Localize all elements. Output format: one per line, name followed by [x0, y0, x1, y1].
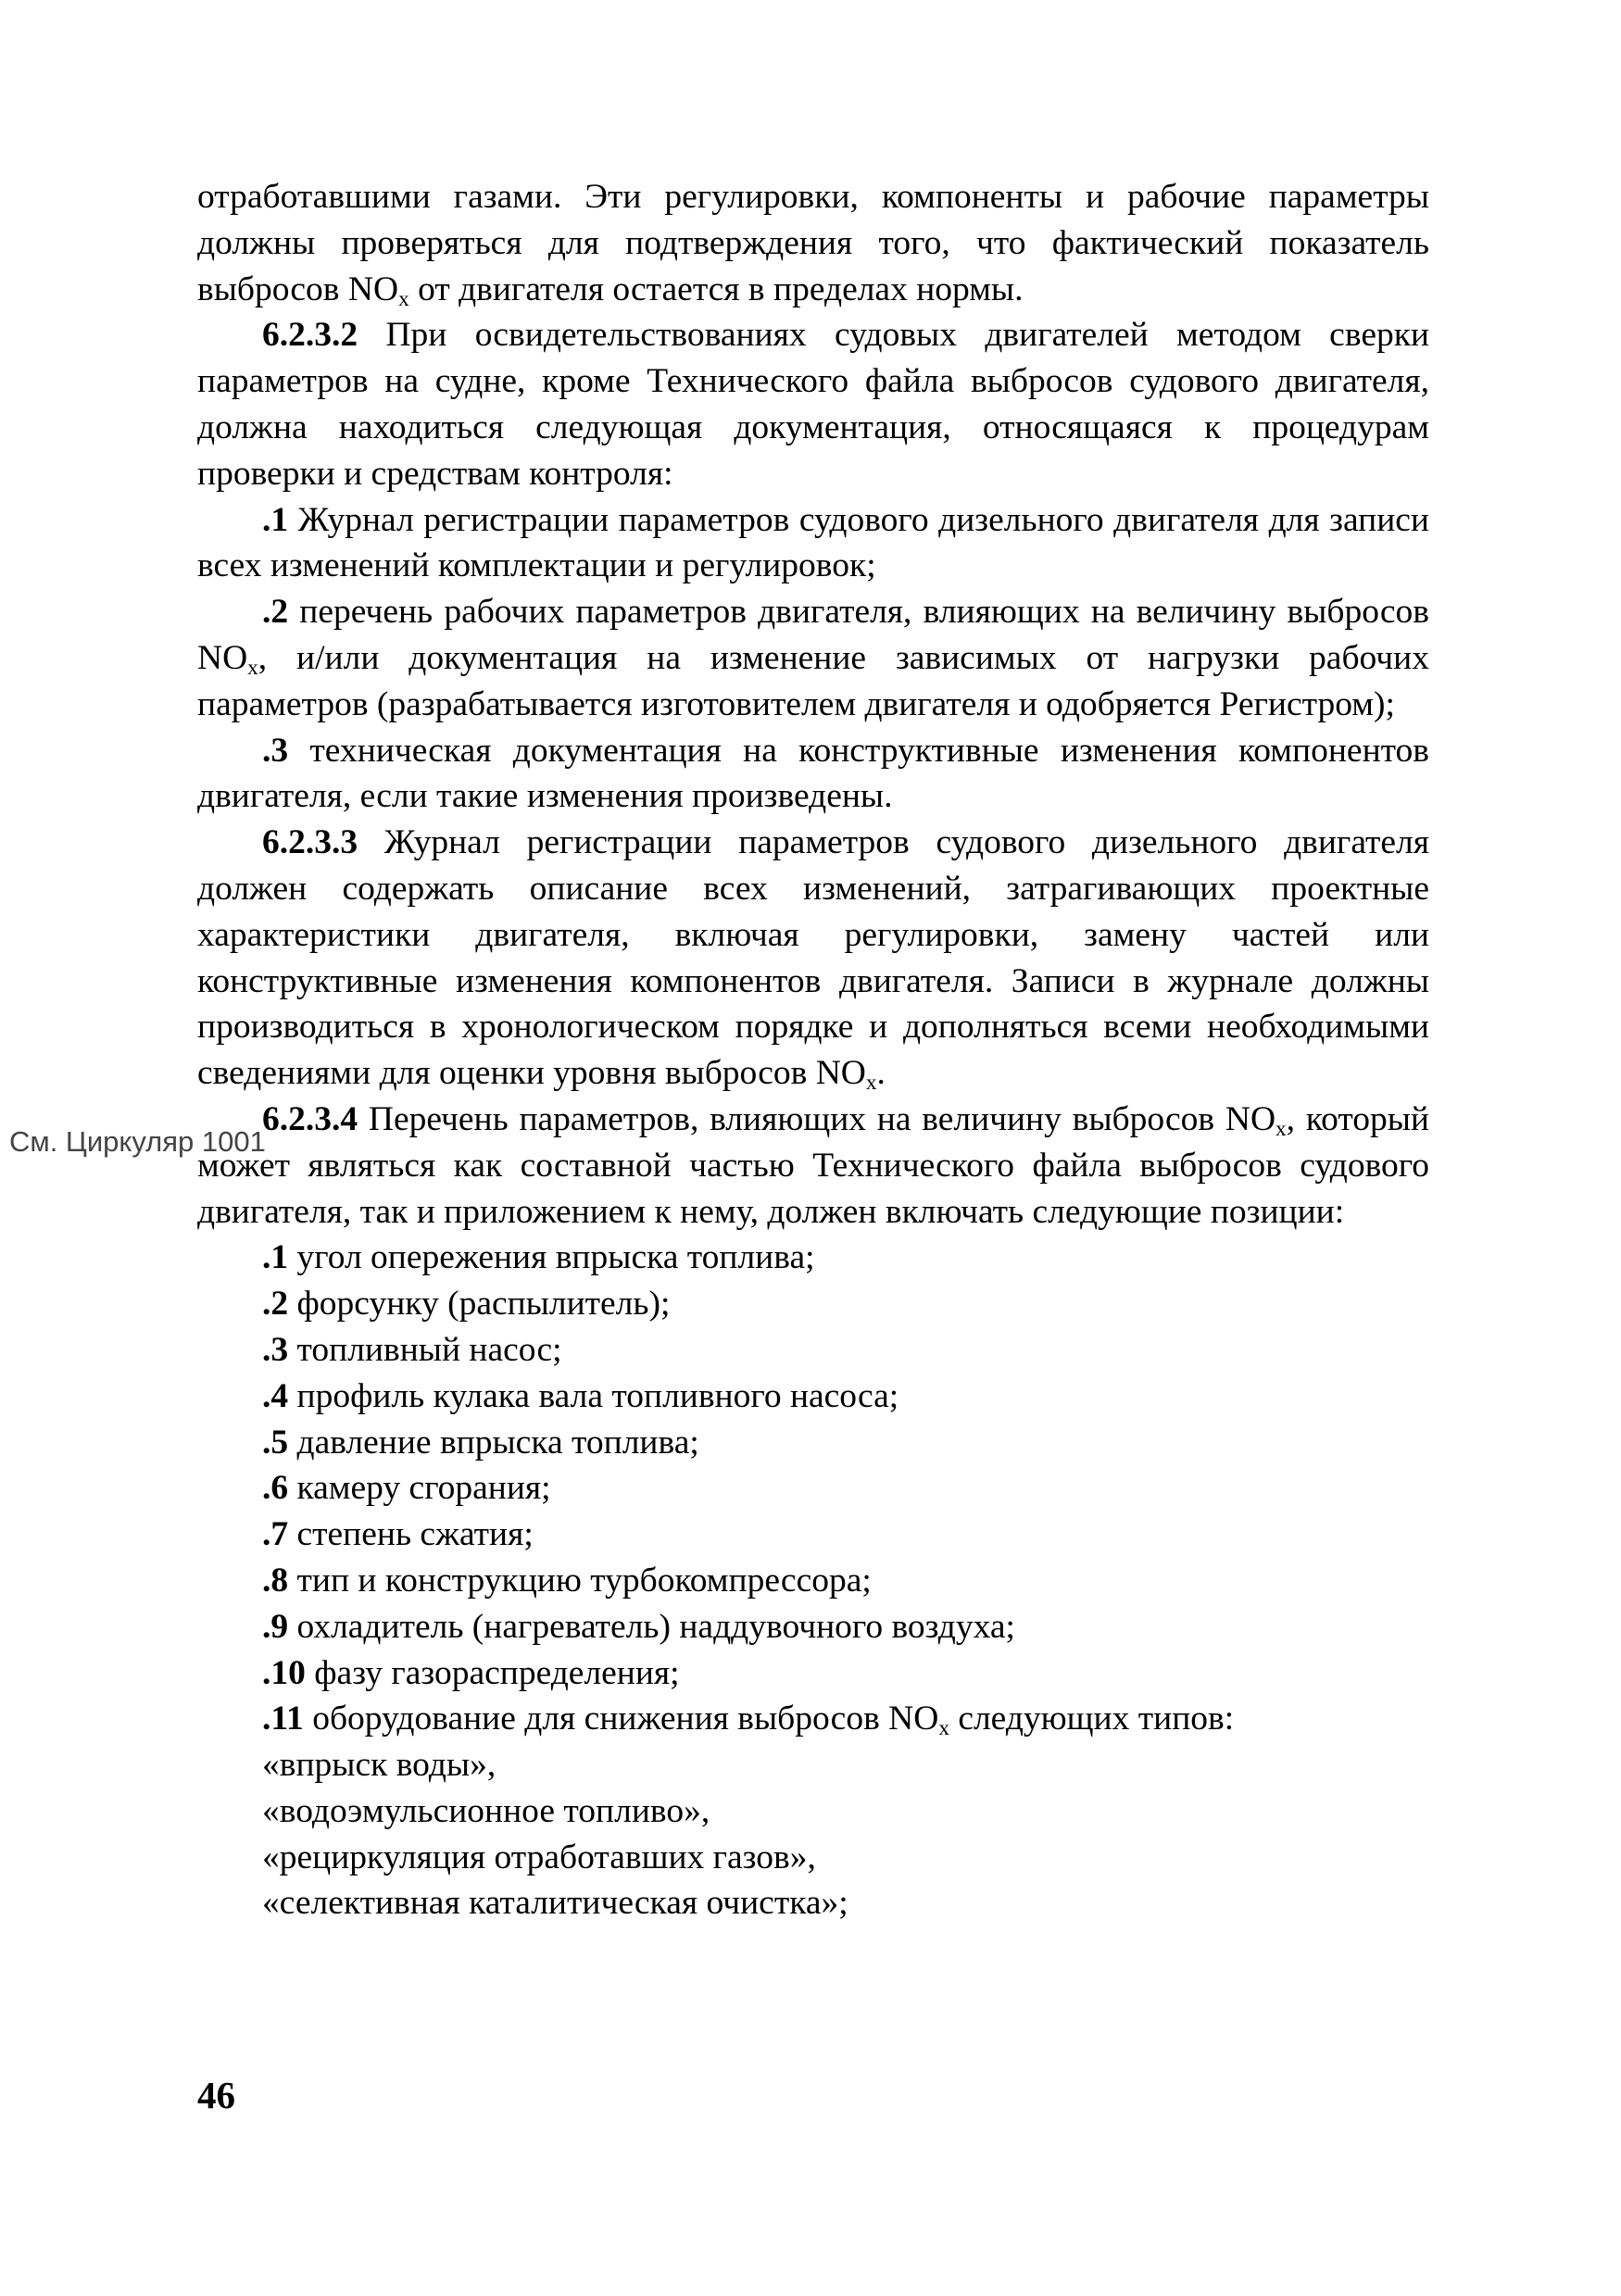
subscript: x	[865, 1070, 877, 1095]
list-item	[197, 1374, 1429, 1420]
subscript: x	[398, 286, 409, 311]
item-number: .8	[262, 1561, 289, 1600]
paragraph-text: отработавшими газами. Эти регулировки, компоненты и рабочие параметры должны проверяться для подтверждения того, что фактический показатель выбросов NO	[197, 178, 1429, 308]
item-text: тип и конструкцию турбокомпрессора;	[288, 1561, 872, 1600]
section-text: , который может являться как составной частью Технического файла выбросов судового двигателя, так и приложением к нему, должен включать следующие позиции:	[197, 1099, 1429, 1231]
item-text: степень сжатия;	[288, 1515, 534, 1554]
item-text: форсунку (распылитель);	[288, 1285, 671, 1324]
section-number: 6.2.3.4	[262, 1099, 358, 1138]
list-item	[197, 1465, 1429, 1512]
document-body	[197, 174, 1429, 1926]
item-number: .1	[262, 500, 289, 539]
list-item	[197, 1281, 1429, 1327]
page-number: 46	[197, 2074, 235, 2116]
list-item	[197, 1327, 1429, 1374]
section-number: 6.2.3.3	[262, 823, 358, 862]
equipment-type: «селективная каталитическая очистка»;	[262, 1884, 848, 1923]
list-item	[197, 497, 1429, 590]
item-text: , и/или документация на изменение зависимых от нагрузки рабочих параметров (разрабатывается изготовителем двигателя и одобряется Регистром);	[197, 638, 1429, 723]
section-text: При освидетельствованиях судовых двигателей методом сверки параметров на судне, кроме Технического файла выбросов судового двигателя, должна находиться следующая документация, относящаяся к процедурам проверки и средствам контроля:	[197, 316, 1429, 493]
item-number: .1	[262, 1238, 289, 1277]
item-number: .3	[262, 731, 289, 770]
section-text: Журнал регистрации параметров судового дизельного двигателя должен содержать описание всех изменений, затрагивающих проектные характеристики двигателя, включая регулировки, замену частей или конструктивные изменения компонентов двигателя. Записи в журнале должны производиться в хронологическом порядке и дополняться всеми необходимыми сведениями для оценки уровня выбросов NO	[197, 823, 1429, 1093]
list-item	[197, 1696, 1429, 1742]
section-text: Перечень параметров, влияющих на величину выбросов NO	[358, 1099, 1276, 1138]
item-text: оборудование для снижения выбросов NO	[303, 1700, 939, 1738]
subscript: x	[1275, 1116, 1287, 1141]
section-6-2-3-2	[197, 312, 1429, 496]
item-text: давление впрыска топлива;	[288, 1423, 699, 1462]
item-number: .5	[262, 1423, 289, 1462]
item-text: следующих типов:	[949, 1700, 1235, 1738]
item-text: охладитель (нагреватель) наддувочного воздуха;	[288, 1607, 1015, 1646]
equipment-type: «впрыск воды»,	[262, 1746, 496, 1785]
paragraph-text: от двигателя остается в пределах нормы.	[408, 270, 1024, 308]
item-number: .9	[262, 1607, 289, 1646]
item-number: .7	[262, 1515, 289, 1554]
section-6-2-3-3	[197, 820, 1429, 1097]
subscript: x	[938, 1716, 949, 1741]
item-text: фазу газораспределения;	[305, 1653, 680, 1692]
item-text: топливный насос;	[288, 1330, 562, 1369]
item-number: .6	[262, 1469, 289, 1508]
subscript: x	[247, 655, 258, 680]
list-item	[197, 1235, 1429, 1281]
item-number: .2	[262, 593, 289, 632]
item-number: .3	[262, 1330, 289, 1369]
list-item	[197, 1512, 1429, 1558]
equipment-type: «водоэмульсионное топливо»,	[262, 1791, 710, 1830]
margin-note: См. Циркуляр 1001	[9, 1125, 266, 1158]
section-number: 6.2.3.2	[262, 316, 358, 355]
item-number: .4	[262, 1376, 289, 1415]
list-item	[197, 728, 1429, 821]
item-number: .11	[262, 1700, 304, 1738]
list-item	[197, 1420, 1429, 1466]
continued-paragraph	[197, 174, 1429, 312]
item-text: Журнал регистрации параметров судового дизельного двигателя для записи всех изменений комплектации и регулировок;	[197, 500, 1429, 585]
section-text: .	[876, 1054, 886, 1093]
equipment-type: «рециркуляция отработавших газов»,	[262, 1838, 816, 1876]
item-text: угол опережения впрыска топлива;	[288, 1238, 815, 1277]
item-number: .2	[262, 1285, 289, 1324]
item-text: камеру сгорания;	[288, 1469, 551, 1508]
item-text: техническая документация на конструктивные изменения компонентов двигателя, если такие изменения произведены.	[197, 731, 1429, 816]
list-item	[197, 1558, 1429, 1604]
section-6-2-3-4	[197, 1097, 1429, 1235]
item-text: перечень рабочих параметров двигателя, влияющих на величину выбросов NO	[197, 593, 1429, 677]
item-number: .10	[262, 1653, 306, 1692]
list-item	[197, 1650, 1429, 1697]
item-text: профиль кулака вала топливного насоса;	[288, 1376, 899, 1415]
list-item	[197, 1604, 1429, 1650]
list-item	[197, 589, 1429, 727]
